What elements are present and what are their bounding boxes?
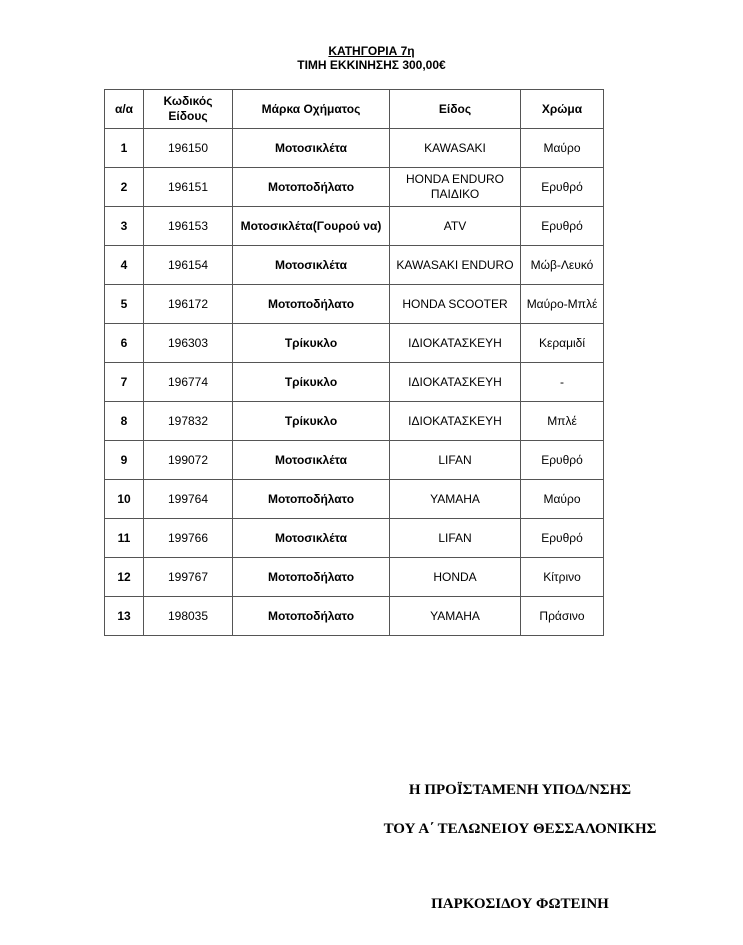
cell-type: YAMAHA (390, 597, 521, 636)
cell-brand: Μοτοσικλέτα (233, 129, 390, 168)
cell-type: HONDA ENDURO ΠΑΙΔΙΚΟ (390, 168, 521, 207)
table-row (105, 207, 604, 246)
cell-aa: 10 (105, 480, 144, 519)
cell-type: ΙΔΙΟΚΑΤΑΣΚΕΥΗ (390, 402, 521, 441)
cell-type: LIFAN (390, 441, 521, 480)
cell-brand: Τρίκυκλο (233, 402, 390, 441)
cell-type: ΙΔΙΟΚΑΤΑΣΚΕΥΗ (390, 324, 521, 363)
table-row (105, 441, 604, 480)
cell-aa: 4 (105, 246, 144, 285)
starting-price: ΤΙΜΗ ΕΚΚΙΝΗΣΗΣ 300,00€ (297, 58, 446, 72)
cell-aa: 8 (105, 402, 144, 441)
cell-code: 196150 (144, 129, 233, 168)
cell-brand: Τρίκυκλο (233, 363, 390, 402)
cell-color: Κεραμιδί (521, 324, 604, 363)
cell-brand: Μοτοποδήλατο (233, 597, 390, 636)
cell-brand: Τρίκυκλο (233, 324, 390, 363)
cell-brand: Μοτοποδήλατο (233, 168, 390, 207)
cell-aa: 12 (105, 558, 144, 597)
cell-code: 196151 (144, 168, 233, 207)
table-row (105, 168, 604, 207)
cell-color: Μαύρο (521, 129, 604, 168)
cell-color: Μώβ-Λευκό (521, 246, 604, 285)
signature-title-line2: ΤΟΥ Α΄ ΤΕΛΩΝΕΙΟΥ ΘΕΣΣΑΛΟΝΙΚΗΣ (383, 821, 657, 837)
cell-type: KAWASAKI (390, 129, 521, 168)
table-row (105, 519, 604, 558)
category-title: ΚΑΤΗΓΟΡΙΑ 7η (328, 44, 415, 58)
cell-aa: 9 (105, 441, 144, 480)
cell-brand: Μοτοσικλέτα (233, 246, 390, 285)
cell-color: Μπλέ (521, 402, 604, 441)
cell-code: 196153 (144, 207, 233, 246)
header-aa: α/α (105, 90, 144, 129)
cell-color: Ερυθρό (521, 441, 604, 480)
cell-type: ATV (390, 207, 521, 246)
table-row (105, 246, 604, 285)
cell-type: YAMAHA (390, 480, 521, 519)
table-row (105, 480, 604, 519)
header-color: Χρώμα (521, 90, 604, 129)
header-brand: Μάρκα Οχήματος (233, 90, 390, 129)
table-row (105, 558, 604, 597)
cell-brand: Μοτοσικλέτα (233, 441, 390, 480)
document-heading (0, 44, 743, 72)
cell-type: HONDA SCOOTER (390, 285, 521, 324)
cell-color: Κίτρινο (521, 558, 604, 597)
cell-code: 196774 (144, 363, 233, 402)
cell-aa: 11 (105, 519, 144, 558)
cell-aa: 1 (105, 129, 144, 168)
cell-color: Πράσινο (521, 597, 604, 636)
cell-code: 198035 (144, 597, 233, 636)
cell-color: Ερυθρό (521, 519, 604, 558)
cell-code: 199767 (144, 558, 233, 597)
cell-code: 196172 (144, 285, 233, 324)
cell-aa: 7 (105, 363, 144, 402)
table-header-row (105, 90, 604, 129)
signature-name: ΠΑΡΚΟΣΙΔΟΥ ΦΩΤΕΙΝΗ (431, 896, 609, 912)
table-row (105, 402, 604, 441)
cell-code: 196154 (144, 246, 233, 285)
cell-type: KAWASAKI ENDURO (390, 246, 521, 285)
cell-type: LIFAN (390, 519, 521, 558)
cell-brand: Μοτοσικλέτα(Γουρού να) (233, 207, 390, 246)
table-row (105, 363, 604, 402)
cell-brand: Μοτοποδήλατο (233, 558, 390, 597)
cell-brand: Μοτοσικλέτα (233, 519, 390, 558)
cell-code: 199764 (144, 480, 233, 519)
cell-color: Μαύρο (521, 480, 604, 519)
table-row (105, 129, 604, 168)
table-row (105, 285, 604, 324)
cell-brand: Μοτοποδήλατο (233, 285, 390, 324)
cell-aa: 3 (105, 207, 144, 246)
cell-color: Ερυθρό (521, 207, 604, 246)
cell-aa: 13 (105, 597, 144, 636)
cell-code: 199766 (144, 519, 233, 558)
table-row (105, 324, 604, 363)
cell-type: ΙΔΙΟΚΑΤΑΣΚΕΥΗ (390, 363, 521, 402)
cell-aa: 6 (105, 324, 144, 363)
header-code-line2: Είδους (168, 109, 208, 123)
cell-brand: Μοτοποδήλατο (233, 480, 390, 519)
vehicles-table (104, 89, 604, 636)
cell-aa: 5 (105, 285, 144, 324)
cell-code: 199072 (144, 441, 233, 480)
header-code (144, 90, 233, 129)
cell-code: 196303 (144, 324, 233, 363)
cell-aa: 2 (105, 168, 144, 207)
table-row (105, 597, 604, 636)
signature-title-line1: Η ΠΡΟΪΣΤΑΜΕΝΗ ΥΠΟΔ/ΝΣΗΣ (408, 782, 632, 798)
cell-type: HONDA (390, 558, 521, 597)
cell-code: 197832 (144, 402, 233, 441)
header-code-line1: Κωδικός (163, 94, 213, 108)
cell-color: Μαύρο-Μπλέ (521, 285, 604, 324)
cell-color: Ερυθρό (521, 168, 604, 207)
cell-color: - (521, 363, 604, 402)
header-type: Είδος (390, 90, 521, 129)
